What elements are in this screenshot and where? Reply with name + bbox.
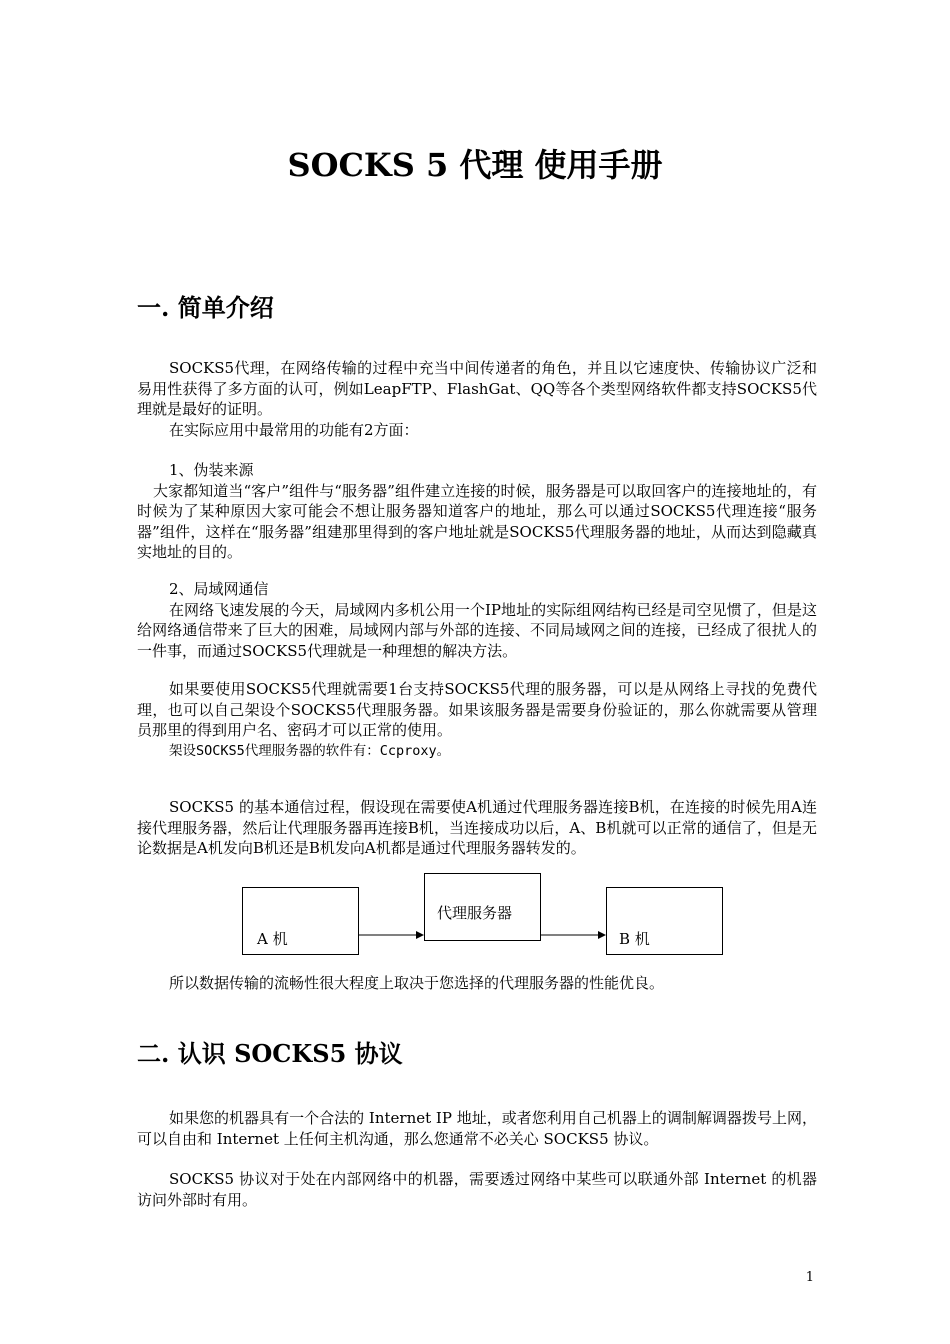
conclusion-block bbox=[137, 973, 817, 994]
socks5-paragraph-1-block bbox=[137, 1108, 817, 1149]
process-paragraph-block bbox=[137, 797, 817, 859]
section-heading-intro: 一. 简单介绍 bbox=[137, 293, 274, 322]
proxy-server-label: 代理服务器 bbox=[437, 904, 513, 922]
item1-block bbox=[137, 460, 817, 563]
server-paragraph: 如果要使用SOCKS5代理就需要1台支持SOCKS5代理的服务器，可以是从网络上寻找的免费代理，也可以自己架设个SOCKS5代理服务器。如果该服务器是需要身份验证的，那么你就需要从管理员那里的得到用户名、密码才可以正常的使用。 bbox=[137, 680, 817, 739]
page-number: 1 bbox=[805, 1270, 814, 1285]
item2-block bbox=[137, 579, 817, 661]
item2-title: 2、局域网通信 bbox=[169, 580, 269, 598]
a-machine-label: A 机 bbox=[257, 930, 288, 948]
item1-title: 1、伪装来源 bbox=[169, 461, 254, 479]
conclusion-paragraph: 所以数据传输的流畅性很大程度上取决于您选择的代理服务器的性能优良。 bbox=[169, 974, 665, 992]
socks5-paragraph-2: SOCKS5 协议对于处在内部网络中的机器，需要透过网络中某些可以联通外部 Internet 的机器访问外部时有用。 bbox=[137, 1170, 817, 1209]
diagram-arrows bbox=[240, 872, 730, 958]
b-machine-label: B 机 bbox=[619, 930, 650, 948]
document-title: SOCKS 5 代理 使用手册 bbox=[287, 146, 663, 184]
functions-intro: 在实际应用中最常用的功能有2方面： bbox=[169, 420, 419, 439]
section-heading-socks5: 二. 认识 SOCKS5 协议 bbox=[137, 1039, 403, 1068]
item1-text: 大家都知道当“客户”组件与“服务器”组件建立连接的时候，服务器是可以取回客户的连接地址的，有时候为了某种原因大家可能会不想让服务器知道客户的地址，那么可以通过SOCKS5代理连接“服务器”组件，这样在“服务器”组建那里得到的客户地址就是SOCKS5代理服务器的地址，从而达到隐藏真实地址的目的。 bbox=[137, 481, 817, 561]
software-paragraph: 架设SOCKS5代理服务器的软件有：Ccproxy。 bbox=[169, 742, 451, 759]
socks5-paragraph-1: 如果您的机器具有一个合法的 Internet IP 地址，或者您利用自己机器上的调制解调器拨号上网，可以自由和 Internet 上任何主机沟通，那么您通常不必关心 SOCKS5 协议。 bbox=[137, 1109, 817, 1148]
intro-paragraph: SOCKS5代理，在网络传输的过程中充当中间传递者的角色，并且以它速度快、传输协议广泛和易用性获得了多方面的认可，例如LeapFTP、FlashGat、QQ等各个类型网络软件都支持SOCKS5代理就是最好的证明。 bbox=[137, 359, 817, 418]
server-paragraph-block bbox=[137, 679, 817, 761]
intro-paragraph-block bbox=[137, 358, 817, 440]
item2-text: 在网络飞速发展的今天，局域网内多机公用一个IP地址的实际组网结构已经是司空见惯了，但是这给网络通信带来了巨大的困难，局域网内部与外部的连接、不同局域网之间的连接，已经成了很扰人的一件事，而通过SOCKS5代理就是一种理想的解决方法。 bbox=[137, 600, 817, 660]
connection-diagram bbox=[240, 872, 730, 958]
process-paragraph: SOCKS5 的基本通信过程，假设现在需要使A机通过代理服务器连接B机，在连接的时候先用A连接代理服务器，然后让代理服务器再连接B机，当连接成功以后，A、B机就可以正常的通信了，但是无论数据是A机发向B机还是B机发向A机都是通过代理服务器转发的。 bbox=[137, 798, 817, 857]
arrow-proxy-to-b-head bbox=[598, 931, 606, 939]
arrow-a-to-proxy-head bbox=[416, 931, 424, 939]
socks5-paragraph-2-block bbox=[137, 1169, 817, 1210]
